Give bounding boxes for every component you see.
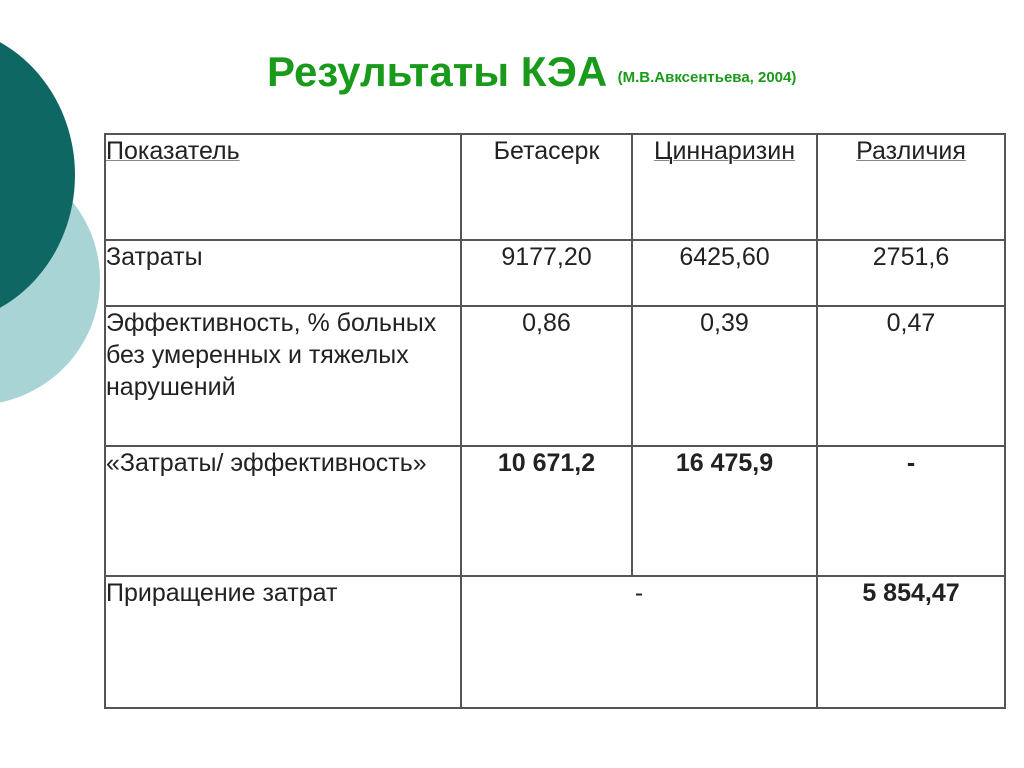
title-main: Результаты КЭА [267,48,608,95]
header-cell [632,134,817,240]
header-betaserc: Бетасерк [493,137,600,165]
table-row [105,576,1005,708]
header-cell [817,134,1005,240]
value-cell: 9177,20 [461,240,632,306]
row-label: Затраты [105,240,461,306]
value-cell: 0,86 [461,306,632,446]
header-cell [105,134,461,240]
value-cell: 6425,60 [632,240,817,306]
value-cell-highlight: 10 671,2 [461,446,632,576]
value-cell: 0,47 [817,306,1005,446]
header-cell [461,134,632,240]
value-cell-highlight: 16 475,9 [632,446,817,576]
value-cell-dash: - [461,576,817,708]
results-table [104,133,1006,709]
table-header-row [105,134,1005,240]
row-label: «Затраты/ эффективность» [105,446,461,576]
table-row [105,240,1005,306]
row-label: Приращение затрат [105,576,461,708]
table-row [105,446,1005,576]
header-indicator: Показатель [106,137,240,165]
value-cell: 2751,6 [817,240,1005,306]
header-differences: Различия [856,137,966,165]
slide-title [267,48,796,96]
header-cinnarizine: Циннаризин [653,137,796,165]
value-cell-highlight: 5 854,47 [817,576,1005,708]
value-cell-dash: - [817,446,1005,576]
value-cell: 0,39 [632,306,817,446]
title-source: (М.В.Авксентьева, 2004) [617,69,797,86]
row-label: Эффективность, % больных без умеренных и тяжелых нарушений [105,306,461,446]
table-row [105,306,1005,446]
